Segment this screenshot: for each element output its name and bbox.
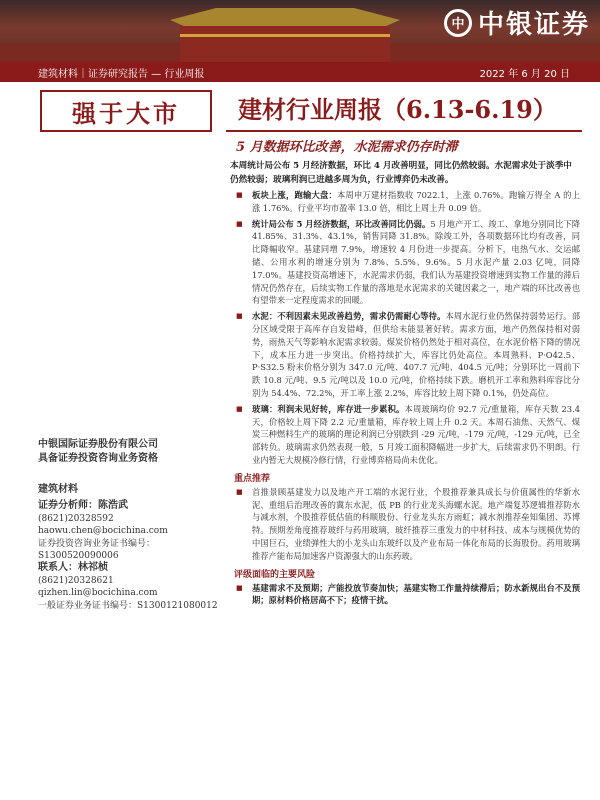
bullet-lead: 水泥：不利因素未见改善趋势，需求仍需耐心等待。: [252, 311, 446, 322]
palace-roof: [170, 8, 400, 28]
palace-wall-left: [0, 44, 180, 62]
risk-item: [230, 582, 580, 608]
palace-wall-right: [390, 44, 600, 62]
bullet-text: 5 月地产开工、竣工、拿地分别同比下降 41.85%、31.3%、43.1%，销售同降 31.8%。除竣工外，各项数据环比均有改善，同比降幅收窄。基建同增 7.9%，增速较 4 月份进一步提高。分析下，电热气水、交运邮储、公用水利的增速分别为 7.8%、5.5%、9.6%。5 月水泥产量 2.03 亿吨，同降 17.0%。基建投资高增速下，水泥需求仍弱，我们认为基建投资增速到实物工作量的滞后情况仍然存在，后续实物工作量的落地是水泥需求的关键因素之一，地产端的环比改善也有望带来一定程度需求的回暖。: [252, 218, 580, 306]
bullet-item: [230, 218, 580, 308]
boc-logo-icon: 中: [444, 9, 472, 37]
title-divider: [226, 130, 582, 132]
recommend-item: [230, 486, 580, 563]
recommend-text: 首推景顾基建发力以及地产开工端的水泥行业，个股推荐兼具成长与价值属性的华新水泥、重组后治理改善的冀东水泥，低 PB 的行业龙头海螺水泥。地产端复苏逻辑推荐防水与减水剂，个股推荐低估值的科顺股份、行业龙头东方雨虹；减水剂推荐垒知集团、苏博特。预期差角度推荐玻纤与药用玻璃，玻纤推荐三重发力的中材科技、成本与规模优势的中国巨石，业绩弹性大的小龙头山东玻纤以及产业布局一体化布局的长海股份。药用玻璃推荐产能布局加速客户资源强大的山东药玻。: [252, 486, 580, 561]
analyst-cert: 证券投资咨询业务证书编号：S1300520090006: [38, 538, 156, 561]
bullet-item: [230, 403, 580, 467]
bullet-text: 本周水泥行业仍然保持弱势运行。部分区域受限于高库存自发错峰，但供给未能显著好转。需求方面，地产仍然保持相对弱势，雨热天气等影响水泥需求较弱。煤炭价格仍然处于相对高位，在水泥价格下降的情况下，成本压力进一步突出。价格持续扩大，库容比仍处高位。本周熟料、P·O42.5、P·S32.5 粉末价格分别为 347.0 元/吨、407.7 元/吨、404.5 元/吨；分别环比一周前下跌 10.8 元/吨、9.5 元/吨以及 10.0 元/吨，价格持续下跌。磨机开工率和熟料库容比分别为 54.4%、72.2%，开工率上涨 2.2%，库容比较上周下降 0.1%，仍处高位。: [252, 311, 580, 398]
bullet-lead: 板块上涨，跑输大盘：: [252, 190, 338, 200]
breadcrumb: 建筑材料｜证券研究报告 — 行业周报: [38, 69, 205, 80]
recommend-heading: 重点推荐: [234, 473, 271, 484]
company-name: 中银国际证券股份有限公司: [38, 439, 158, 450]
bullet-text: 本周玻璃均价 92.7 元/重量箱，库存天数 23.4 天，价格较上周下降 2.2 元/重量箱，库存较上周上升 0.2 天。本周石油焦、天然气、煤炭三种燃料生产的玻璃的理论利润已分别跌到 -29 元/吨，-179 元/吨，-129 元/吨，已全部转负。玻璃需求仍然表现一般，5 月竣工面积降幅进一步扩大，后续需求仍不明朗。行业内暂无大规模冷修行情，行业博弈格局尚未优化。: [252, 403, 580, 465]
bullet-text: 本周申万建材指数收 7022.1，上涨 0.76%。跑输万得全 A 的上涨 1.76%。行业平均市盈率 13.0 倍，相比上周上升 0.09 倍。: [252, 190, 580, 213]
contact-phone: (8621)20328621: [38, 575, 114, 586]
top-bar: [0, 62, 600, 82]
risk-text: 基建需求不及预期；产能投放节奏加快；基建实物工作量持续滞后；防水新规出台不及预期；原材料价格居高不下；疫情干扰。: [252, 582, 580, 606]
bullet-item: [230, 189, 580, 215]
analyst-name: 证券分析师：陈浩武: [38, 500, 128, 511]
report-date: 2022 年 6 月 20 日: [479, 69, 570, 80]
rating-label: 强于大市: [72, 98, 180, 128]
analyst-block: [38, 500, 218, 563]
report-title: 建材行业周报（6.13-6.19）: [238, 95, 557, 124]
contact-name: 联系人：林祁桢: [38, 562, 108, 573]
rating-box: [40, 90, 212, 132]
palace-building: [180, 26, 390, 62]
analyst-phone: (8621)20328592: [38, 513, 114, 524]
company-info: [38, 438, 158, 466]
brand-logo-group: [444, 4, 590, 41]
analysts-heading: 建筑材料: [38, 484, 78, 495]
bullet-lead: 玻璃：利润未见好转，库存进一步累积。: [252, 403, 405, 414]
bullet-item: [230, 310, 580, 400]
contact-email[interactable]: qizhen.lin@bocichina.com: [38, 588, 158, 598]
sidebar: [0, 82, 218, 800]
summary-paragraph: 本周统计局公布 5 月经济数据，环比 4 月改善明显，同比仍然较弱。水泥需求处于淡季中仍然较弱；玻璃利润已进越多周为负，行业博弈仍未改善。: [230, 161, 572, 185]
bullet-lead: 统计局公布 5 月经济数据，环比改善同比仍弱。: [252, 218, 431, 229]
contact-block: [38, 562, 218, 612]
bullet-list: [230, 189, 580, 610]
company-qualification: 具备证券投资咨询业务资格: [38, 453, 158, 464]
brand-name: 中银证券: [477, 10, 590, 40]
contact-cert: 一般证券业务证书编号：S1300121080012: [38, 600, 218, 611]
analyst-email[interactable]: haowu.chen@bocichina.com: [38, 526, 168, 536]
risk-heading: 评级面临的主要风险: [234, 569, 316, 580]
header-banner: [0, 0, 600, 62]
report-subtitle: 5 月数据环比改善，水泥需求仍存时滞: [236, 140, 458, 155]
